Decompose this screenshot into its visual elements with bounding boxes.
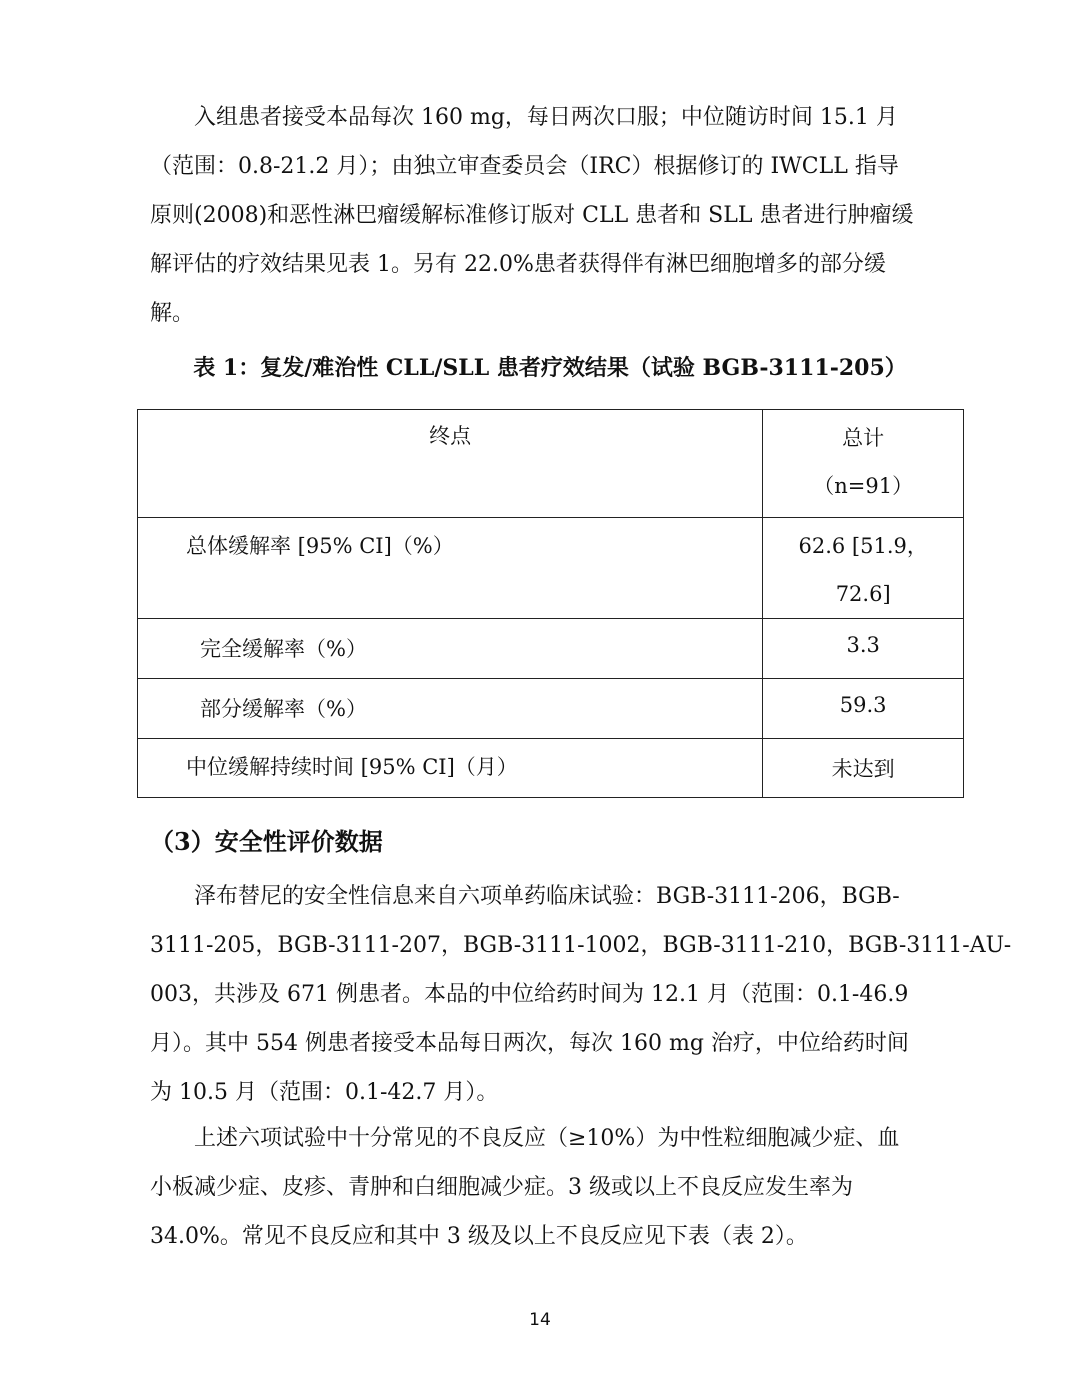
row-label: 完全缓解率（%） [200, 637, 367, 661]
text-line: 月）。其中 554 例患者接受本品每日两次，每次 160 mg 治疗，中位给药时间 [150, 1031, 909, 1056]
text-line: 上述六项试验中十分常见的不良反应（≥10%）为中性粒细胞减少症、血 [150, 1126, 900, 1151]
text-line: 原则(2008)和恶性淋巴瘤缓解标准修订版对 CLL 患者和 SLL 患者进行肿瘤缓 [150, 203, 914, 228]
header-total-label: 总计 [842, 426, 885, 450]
table-row [138, 739, 964, 798]
row-value-line: 62.6 [51.9， [798, 534, 928, 558]
table-row [138, 619, 964, 679]
text-line: （范围：0.8-21.2 月）；由独立审查委员会（IRC）根据修订的 IWCLL 指导 [150, 154, 899, 179]
text-line: 解评估的疗效结果见表 1。另有 22.0%患者获得伴有淋巴细胞增多的部分缓 [150, 252, 886, 277]
page-number: 14 [529, 1310, 551, 1330]
text-line: 003，共涉及 671 例患者。本品的中位给药时间为 12.1 月（范围：0.1-46.9 [150, 982, 909, 1007]
row-value [763, 518, 964, 619]
table-title: 表 1：复发/难治性 CLL/SLL 患者疗效结果（试验 BGB-3111-205） [193, 355, 907, 381]
row-label: 部分缓解率（%） [200, 697, 367, 721]
table-row [138, 679, 964, 739]
row-label: 中位缓解持续时间 [95% CI]（月） [186, 755, 518, 779]
text-line: 解。 [150, 301, 195, 326]
text-line: 34.0%。常见不良反应和其中 3 级及以上不良反应见下表（表 2）。 [150, 1224, 808, 1249]
efficacy-results-table [137, 409, 964, 798]
row-value: 3.3 [763, 619, 964, 679]
table-header-row [138, 410, 964, 518]
row-label: 总体缓解率 [95% CI]（%） [186, 534, 454, 558]
text-line: 泽布替尼的安全性信息来自六项单药临床试验：BGB-3111-206，BGB- [150, 884, 900, 909]
intro-paragraph [150, 93, 980, 338]
text-line: 小板减少症、皮疹、青肿和白细胞减少症。3 级或以上不良反应发生率为 [150, 1175, 853, 1200]
text-line: 入组患者接受本品每次 160 mg，每日两次口服；中位随访时间 15.1 月 [150, 105, 898, 130]
header-total [763, 410, 964, 518]
section-heading: （3）安全性评价数据 [150, 827, 383, 856]
row-value: 59.3 [763, 679, 964, 739]
text-line: 3111-205，BGB-3111-207，BGB-3111-1002，BGB-3111-210，BGB-3111-AU- [150, 933, 1012, 958]
table-row [138, 518, 964, 619]
safety-paragraph-1 [150, 872, 1012, 1117]
row-value-line: 72.6] [835, 582, 891, 606]
text-line: 为 10.5 月（范围：0.1-42.7 月）。 [150, 1080, 499, 1105]
header-total-n: （n=91） [813, 474, 914, 498]
row-value: 未达到 [763, 739, 964, 798]
header-endpoint: 终点 [138, 410, 763, 518]
safety-paragraph-2 [150, 1114, 980, 1261]
